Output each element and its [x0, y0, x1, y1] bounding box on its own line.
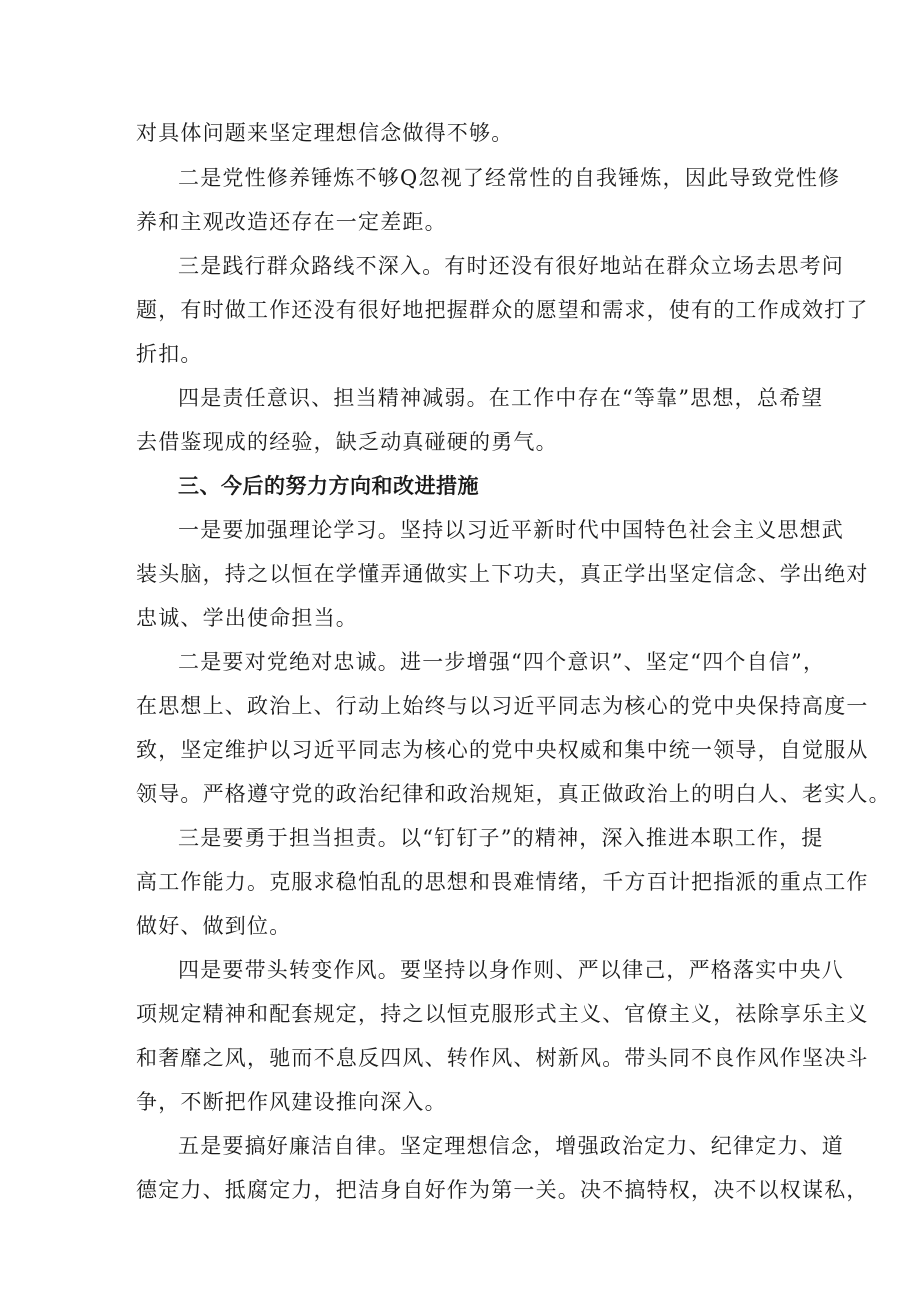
text-line: 二是要对党绝对忠诚。进一步增强“四个意识”、坚定“四个自信”，	[178, 650, 826, 674]
section-heading: 三、今后的努力方向和改进措施	[178, 474, 479, 498]
text-line: 题，有时做工作还没有很好地把握群众的愿望和需求，使有的工作成效打了	[136, 298, 869, 322]
text-line: 装头脑，持之以恒在学懂弄通做实上下功夫，真正学出坚定信念、学出绝对	[136, 562, 869, 586]
text-line: 和奢靡之风，驰而不息反四风、转作风、树新风。带头同不良作风作坚决斗	[136, 1046, 869, 1070]
text-line: 养和主观改造还存在一定差距。	[136, 210, 447, 234]
text-line: 争，不断把作风建设推向深入。	[136, 1090, 447, 1114]
text-line: 做好、做到位。	[136, 914, 292, 938]
text-line: 五是要搞好廉洁自律。坚定理想信念，增强政治定力、纪律定力、道	[178, 1134, 844, 1158]
text-line: 项规定精神和配套规定，持之以恒克服形式主义、官僚主义，祛除享乐主义	[136, 1002, 869, 1026]
text-line: 三是要勇于担当担责。以“钉钉子”的精神，深入推进本职工作，提	[178, 826, 824, 850]
text-line: 忠诚、学出使命担当。	[136, 606, 358, 630]
text-line: 二是党性修养锤炼不够Q忽视了经常性的自我锤炼，因此导致党性修	[178, 166, 841, 190]
text-line: 三是践行群众路线不深入。有时还没有很好地站在群众立场去思考问	[178, 254, 844, 278]
text-line: 四是责任意识、担当精神减弱。在工作中存在“等靠”思想，总希望	[178, 386, 824, 410]
text-line: 四是要带头转变作风。要坚持以身作则、严以律己，严格落实中央八	[178, 958, 844, 982]
text-line: 致，坚定维护以习近平同志为核心的党中央权威和集中统一领导，自觉服从	[136, 738, 869, 762]
text-line: 在思想上、政治上、行动上始终与以习近平同志为核心的党中央保持高度一	[136, 694, 869, 718]
text-line: 去借鉴现成的经验，缺乏动真碰硬的勇气。	[136, 430, 558, 454]
text-line: 一是要加强理论学习。坚持以习近平新时代中国特色社会主义思想武	[178, 518, 844, 542]
text-line: 领导。严格遵守党的政治纪律和政治规矩，真正做政治上的明白人、老实人。	[136, 782, 891, 806]
text-line: 高工作能力。克服求稳怕乱的思想和畏难情绪，千方百计把指派的重点工作	[136, 870, 869, 894]
text-line: 折扣。	[136, 342, 203, 366]
text-line: 德定力、抵腐定力，把洁身自好作为第一关。决不搞特权，决不以权谋私，	[136, 1178, 869, 1202]
text-line: 对具体问题来坚定理想信念做得不够。	[136, 121, 514, 145]
